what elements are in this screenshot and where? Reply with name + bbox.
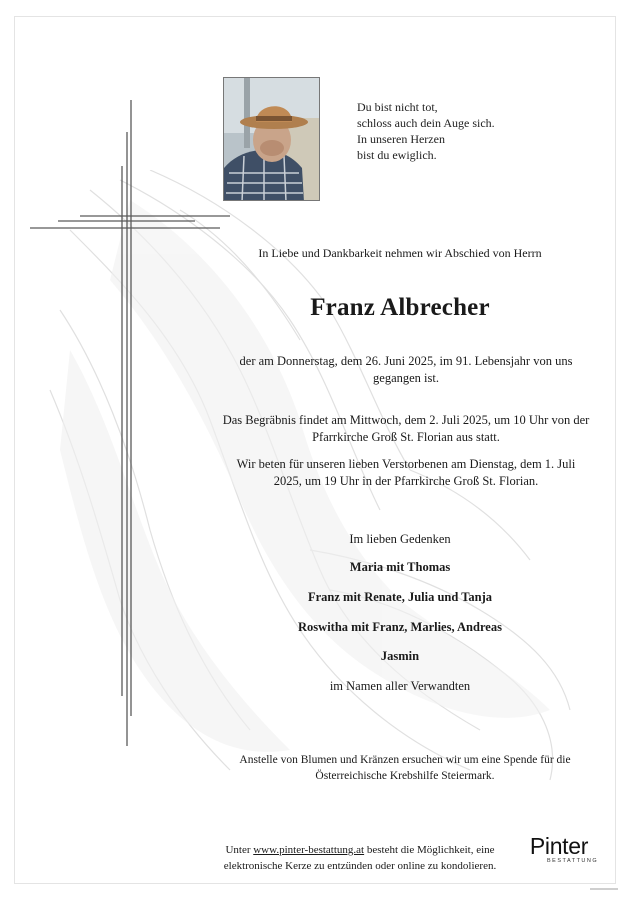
footer-note: [205, 842, 515, 874]
family-member: Jasmin: [380, 649, 420, 663]
footer-prefix: Unter: [225, 844, 254, 856]
pinter-logo: [519, 833, 599, 864]
family-member: Maria mit Thomas: [349, 560, 451, 574]
footer-suffix: besteht die Möglichkeit, eine elektronische Kerze zu entzünden oder online zu kondolieren.: [223, 844, 497, 872]
cross-icon: [30, 96, 230, 756]
print-mark: [590, 888, 618, 890]
relatives-line: im Namen aller Verwandten: [329, 679, 471, 693]
portrait-image: [224, 78, 320, 201]
website-link[interactable]: www.pinter-bestattung.at: [253, 844, 365, 856]
poem-line: schloss auch dein Auge sich.: [357, 116, 495, 130]
logo-subtitle: BESTATTUNG: [547, 858, 599, 864]
deceased-name: Franz Albrecher: [310, 294, 490, 321]
donation-note: Anstelle von Blumen und Kränzen ersuchen wir um eine Spende für die Österreichische Krebshilfe Steiermark.: [239, 754, 571, 782]
in-memory-label: Im lieben Gedenken: [349, 532, 451, 546]
poem: [357, 99, 557, 163]
poem-line: Du bist nicht tot,: [357, 100, 438, 114]
poem-line: In unseren Herzen: [357, 132, 445, 146]
family-member: Franz mit Renate, Julia und Tanja: [307, 590, 493, 604]
family-member: Roswitha mit Franz, Marlies, Andreas: [298, 620, 502, 634]
logo-brand: Pinter: [529, 833, 589, 859]
prayer-info: Wir beten für unseren lieben Verstorbenen am Dienstag, dem 1. Juli 2025, um 19 Uhr in der Pfarrkirche Groß St. Florian.: [236, 457, 576, 488]
intro-text: In Liebe und Dankbarkeit nehmen wir Abschied von Herrn: [258, 246, 542, 260]
death-notice: der am Donnerstag, dem 26. Juni 2025, im 91. Lebensjahr von uns gegangen ist.: [239, 354, 573, 385]
funeral-info: Das Begräbnis findet am Mittwoch, dem 2. Juli 2025, um 10 Uhr von der Pfarrkirche Groß St. Florian aus statt.: [222, 413, 590, 444]
poem-line: bist du ewiglich.: [357, 148, 437, 162]
portrait-photo: [223, 77, 320, 201]
